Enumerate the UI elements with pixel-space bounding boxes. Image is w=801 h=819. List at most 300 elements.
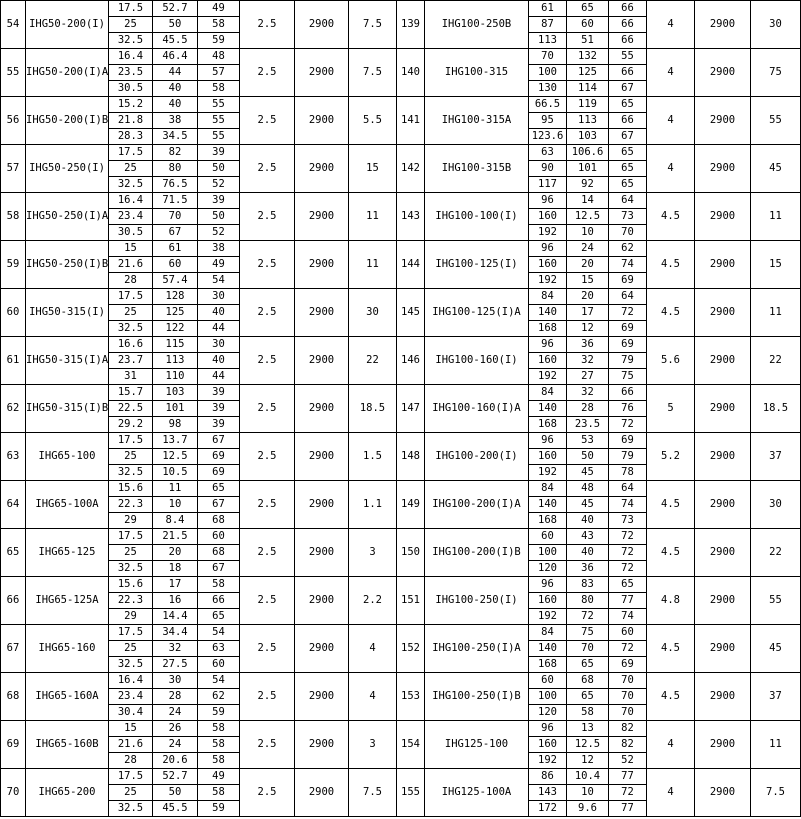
head-cell: 40 [567,545,609,561]
flow-cell: 25 [109,449,153,465]
head-cell: 26 [153,721,198,737]
head-cell: 17 [153,577,198,593]
head-cell: 106.6 [567,145,609,161]
speed-cell: 2900 [695,625,751,673]
npsh-cell: 2.5 [240,385,295,433]
efficiency-cell: 82 [609,737,647,753]
flow-cell: 17.5 [109,625,153,641]
efficiency-cell: 77 [609,769,647,785]
head-cell: 36 [567,337,609,353]
flow-cell: 31 [109,369,153,385]
head-cell: 12.5 [153,449,198,465]
npsh-cell: 4.8 [647,577,695,625]
efficiency-cell: 69 [609,657,647,673]
flow-cell: 96 [529,577,567,593]
efficiency-cell: 59 [198,33,240,49]
model-cell: IHG50-315(I)B [26,385,109,433]
speed-cell: 2900 [295,673,349,721]
head-cell: 58 [567,705,609,721]
flow-cell: 32.5 [109,321,153,337]
head-cell: 38 [153,113,198,129]
head-cell: 115 [153,337,198,353]
flow-cell: 192 [529,273,567,289]
head-cell: 13.7 [153,433,198,449]
efficiency-cell: 79 [609,449,647,465]
efficiency-cell: 52 [609,753,647,769]
efficiency-cell: 62 [609,241,647,257]
npsh-cell: 5.2 [647,433,695,481]
flow-cell: 22.3 [109,497,153,513]
head-cell: 10 [567,785,609,801]
model-cell: IHG50-200(I)A [26,49,109,97]
efficiency-cell: 60 [198,529,240,545]
table-row [1,529,801,545]
efficiency-cell: 65 [609,145,647,161]
head-cell: 101 [567,161,609,177]
head-cell: 32 [153,641,198,657]
flow-cell: 95 [529,113,567,129]
head-cell: 53 [567,433,609,449]
speed-cell: 2900 [295,1,349,49]
head-cell: 72 [567,609,609,625]
npsh-cell: 2.5 [240,433,295,481]
power-cell: 3 [349,721,397,769]
table-row [1,721,801,737]
head-cell: 60 [153,257,198,273]
head-cell: 28 [153,689,198,705]
efficiency-cell: 30 [198,289,240,305]
head-cell: 32 [567,385,609,401]
npsh-cell: 4.5 [647,241,695,289]
power-cell: 7.5 [349,49,397,97]
npsh-cell: 4 [647,721,695,769]
head-cell: 75 [567,625,609,641]
model-cell: IHG65-160A [26,673,109,721]
npsh-cell: 4 [647,49,695,97]
head-cell: 10.4 [567,769,609,785]
flow-cell: 17.5 [109,529,153,545]
efficiency-cell: 69 [609,337,647,353]
head-cell: 103 [567,129,609,145]
npsh-cell: 4 [647,97,695,145]
efficiency-cell: 74 [609,609,647,625]
efficiency-cell: 73 [609,209,647,225]
model-cell: IHG100-315A [425,97,529,145]
efficiency-cell: 76 [609,401,647,417]
power-cell: 22 [349,337,397,385]
item-number-cell: 69 [1,721,26,769]
item-number-cell: 152 [397,625,425,673]
efficiency-cell: 54 [198,625,240,641]
head-cell: 43 [567,529,609,545]
head-cell: 128 [153,289,198,305]
power-cell: 22 [751,529,801,577]
item-number-cell: 146 [397,337,425,385]
efficiency-cell: 72 [609,417,647,433]
efficiency-cell: 49 [198,257,240,273]
efficiency-cell: 64 [609,289,647,305]
flow-cell: 160 [529,257,567,273]
flow-cell: 143 [529,785,567,801]
efficiency-cell: 52 [198,177,240,193]
power-cell: 7.5 [349,769,397,817]
item-number-cell: 63 [1,433,26,481]
head-cell: 52.7 [153,1,198,17]
power-cell: 75 [751,49,801,97]
speed-cell: 2900 [695,145,751,193]
head-cell: 51 [567,33,609,49]
npsh-cell: 2.5 [240,241,295,289]
efficiency-cell: 69 [198,449,240,465]
item-number-cell: 150 [397,529,425,577]
head-cell: 45.5 [153,33,198,49]
head-cell: 61 [153,241,198,257]
flow-cell: 32.5 [109,657,153,673]
speed-cell: 2900 [295,289,349,337]
efficiency-cell: 44 [198,369,240,385]
item-number-cell: 149 [397,481,425,529]
flow-cell: 28.3 [109,129,153,145]
efficiency-cell: 59 [198,705,240,721]
efficiency-cell: 65 [609,161,647,177]
efficiency-cell: 40 [198,353,240,369]
head-cell: 20 [567,257,609,273]
head-cell: 83 [567,577,609,593]
table-row [1,145,801,161]
npsh-cell: 2.5 [240,625,295,673]
npsh-cell: 4.5 [647,625,695,673]
speed-cell: 2900 [695,97,751,145]
flow-cell: 140 [529,497,567,513]
head-cell: 36 [567,561,609,577]
flow-cell: 30.5 [109,225,153,241]
head-cell: 103 [153,385,198,401]
npsh-cell: 2.5 [240,721,295,769]
speed-cell: 2900 [295,193,349,241]
head-cell: 15 [567,273,609,289]
flow-cell: 22.3 [109,593,153,609]
head-cell: 12 [567,753,609,769]
head-cell: 76.5 [153,177,198,193]
model-cell: IHG50-250(I)A [26,193,109,241]
flow-cell: 113 [529,33,567,49]
head-cell: 122 [153,321,198,337]
table-row [1,433,801,449]
head-cell: 50 [567,449,609,465]
flow-cell: 70 [529,49,567,65]
head-cell: 10.5 [153,465,198,481]
head-cell: 28 [567,401,609,417]
flow-cell: 160 [529,593,567,609]
power-cell: 30 [751,481,801,529]
speed-cell: 2900 [295,385,349,433]
power-cell: 7.5 [349,1,397,49]
flow-cell: 15 [109,721,153,737]
head-cell: 52.7 [153,769,198,785]
efficiency-cell: 39 [198,145,240,161]
efficiency-cell: 72 [609,641,647,657]
npsh-cell: 2.5 [240,337,295,385]
item-number-cell: 141 [397,97,425,145]
efficiency-cell: 74 [609,257,647,273]
efficiency-cell: 55 [198,97,240,113]
item-number-cell: 57 [1,145,26,193]
efficiency-cell: 30 [198,337,240,353]
efficiency-cell: 77 [609,593,647,609]
item-number-cell: 67 [1,625,26,673]
efficiency-cell: 79 [609,353,647,369]
flow-cell: 192 [529,465,567,481]
speed-cell: 2900 [295,145,349,193]
flow-cell: 17.5 [109,1,153,17]
efficiency-cell: 39 [198,193,240,209]
flow-cell: 140 [529,305,567,321]
head-cell: 45.5 [153,801,198,817]
head-cell: 50 [153,17,198,33]
efficiency-cell: 69 [609,433,647,449]
head-cell: 20 [567,289,609,305]
flow-cell: 30.5 [109,81,153,97]
item-number-cell: 54 [1,1,26,49]
head-cell: 80 [567,593,609,609]
flow-cell: 25 [109,641,153,657]
head-cell: 71.5 [153,193,198,209]
model-cell: IHG100-200(I) [425,433,529,481]
head-cell: 21.5 [153,529,198,545]
head-cell: 40 [153,97,198,113]
head-cell: 92 [567,177,609,193]
model-cell: IHG100-100(I) [425,193,529,241]
npsh-cell: 5.6 [647,337,695,385]
flow-cell: 192 [529,369,567,385]
model-cell: IHG50-200(I)B [26,97,109,145]
head-cell: 119 [567,97,609,113]
npsh-cell: 4.5 [647,289,695,337]
efficiency-cell: 69 [609,321,647,337]
speed-cell: 2900 [295,721,349,769]
efficiency-cell: 72 [609,305,647,321]
speed-cell: 2900 [695,433,751,481]
speed-cell: 2900 [695,49,751,97]
efficiency-cell: 69 [609,273,647,289]
head-cell: 48 [567,481,609,497]
head-cell: 45 [567,465,609,481]
head-cell: 13 [567,721,609,737]
efficiency-cell: 70 [609,705,647,721]
flow-cell: 25 [109,305,153,321]
head-cell: 65 [567,689,609,705]
head-cell: 10 [567,225,609,241]
efficiency-cell: 40 [198,305,240,321]
item-number-cell: 65 [1,529,26,577]
efficiency-cell: 55 [609,49,647,65]
head-cell: 18 [153,561,198,577]
model-cell: IHG65-125 [26,529,109,577]
efficiency-cell: 67 [609,129,647,145]
npsh-cell: 4.5 [647,673,695,721]
npsh-cell: 4 [647,145,695,193]
flow-cell: 140 [529,401,567,417]
item-number-cell: 55 [1,49,26,97]
flow-cell: 120 [529,705,567,721]
head-cell: 30 [153,673,198,689]
efficiency-cell: 67 [198,497,240,513]
model-cell: IHG50-250(I)B [26,241,109,289]
flow-cell: 32.5 [109,33,153,49]
efficiency-cell: 67 [198,561,240,577]
efficiency-cell: 64 [609,481,647,497]
efficiency-cell: 75 [609,369,647,385]
head-cell: 12.5 [567,737,609,753]
efficiency-cell: 48 [198,49,240,65]
efficiency-cell: 66 [609,385,647,401]
item-number-cell: 70 [1,769,26,817]
table-row [1,289,801,305]
table-row [1,1,801,17]
npsh-cell: 2.5 [240,97,295,145]
flow-cell: 15.7 [109,385,153,401]
item-number-cell: 145 [397,289,425,337]
model-cell: IHG100-200(I)A [425,481,529,529]
efficiency-cell: 50 [198,161,240,177]
head-cell: 114 [567,81,609,97]
table-row [1,337,801,353]
item-number-cell: 147 [397,385,425,433]
model-cell: IHG100-250(I)A [425,625,529,673]
flow-cell: 172 [529,801,567,817]
item-number-cell: 56 [1,97,26,145]
flow-cell: 100 [529,545,567,561]
head-cell: 70 [153,209,198,225]
efficiency-cell: 55 [198,129,240,145]
flow-cell: 84 [529,625,567,641]
item-number-cell: 68 [1,673,26,721]
flow-cell: 21.6 [109,737,153,753]
flow-cell: 96 [529,193,567,209]
npsh-cell: 2.5 [240,769,295,817]
head-cell: 125 [567,65,609,81]
efficiency-cell: 74 [609,497,647,513]
efficiency-cell: 52 [198,225,240,241]
model-cell: IHG100-315 [425,49,529,97]
speed-cell: 2900 [695,769,751,817]
flow-cell: 117 [529,177,567,193]
speed-cell: 2900 [295,433,349,481]
head-cell: 50 [153,785,198,801]
npsh-cell: 4 [647,769,695,817]
item-number-cell: 143 [397,193,425,241]
item-number-cell: 144 [397,241,425,289]
flow-cell: 22.5 [109,401,153,417]
head-cell: 8.4 [153,513,198,529]
flow-cell: 23.4 [109,689,153,705]
efficiency-cell: 58 [198,577,240,593]
head-cell: 44 [153,65,198,81]
efficiency-cell: 70 [609,673,647,689]
flow-cell: 23.7 [109,353,153,369]
head-cell: 98 [153,417,198,433]
head-cell: 24 [153,737,198,753]
npsh-cell: 4.5 [647,481,695,529]
flow-cell: 23.5 [109,65,153,81]
head-cell: 67 [153,225,198,241]
npsh-cell: 2.5 [240,481,295,529]
flow-cell: 63 [529,145,567,161]
speed-cell: 2900 [295,481,349,529]
efficiency-cell: 60 [609,625,647,641]
flow-cell: 25 [109,161,153,177]
flow-cell: 15.6 [109,577,153,593]
head-cell: 32 [567,353,609,369]
table-row [1,97,801,113]
efficiency-cell: 67 [198,433,240,449]
efficiency-cell: 77 [609,801,647,817]
item-number-cell: 153 [397,673,425,721]
head-cell: 125 [153,305,198,321]
efficiency-cell: 57 [198,65,240,81]
speed-cell: 2900 [695,241,751,289]
flow-cell: 29 [109,609,153,625]
flow-cell: 96 [529,433,567,449]
efficiency-cell: 66 [609,33,647,49]
item-number-cell: 61 [1,337,26,385]
model-cell: IHG65-200 [26,769,109,817]
flow-cell: 29 [109,513,153,529]
flow-cell: 60 [529,673,567,689]
flow-cell: 160 [529,353,567,369]
efficiency-cell: 55 [198,113,240,129]
item-number-cell: 148 [397,433,425,481]
flow-cell: 84 [529,481,567,497]
flow-cell: 25 [109,785,153,801]
flow-cell: 168 [529,513,567,529]
power-cell: 11 [751,721,801,769]
efficiency-cell: 65 [609,97,647,113]
efficiency-cell: 58 [198,785,240,801]
flow-cell: 25 [109,17,153,33]
efficiency-cell: 64 [609,193,647,209]
head-cell: 11 [153,481,198,497]
speed-cell: 2900 [295,625,349,673]
power-cell: 5.5 [349,97,397,145]
head-cell: 60 [567,17,609,33]
efficiency-cell: 66 [609,65,647,81]
flow-cell: 86 [529,769,567,785]
flow-cell: 160 [529,737,567,753]
efficiency-cell: 65 [198,481,240,497]
flow-cell: 25 [109,545,153,561]
speed-cell: 2900 [695,385,751,433]
efficiency-cell: 72 [609,561,647,577]
head-cell: 113 [153,353,198,369]
npsh-cell: 4.5 [647,193,695,241]
flow-cell: 21.8 [109,113,153,129]
flow-cell: 84 [529,289,567,305]
power-cell: 37 [751,673,801,721]
speed-cell: 2900 [695,337,751,385]
model-cell: IHG50-315(I) [26,289,109,337]
head-cell: 20.6 [153,753,198,769]
efficiency-cell: 44 [198,321,240,337]
power-cell: 55 [751,577,801,625]
efficiency-cell: 60 [198,657,240,673]
flow-cell: 140 [529,641,567,657]
efficiency-cell: 39 [198,401,240,417]
speed-cell: 2900 [695,577,751,625]
npsh-cell: 2.5 [240,145,295,193]
head-cell: 10 [153,497,198,513]
power-cell: 45 [751,625,801,673]
